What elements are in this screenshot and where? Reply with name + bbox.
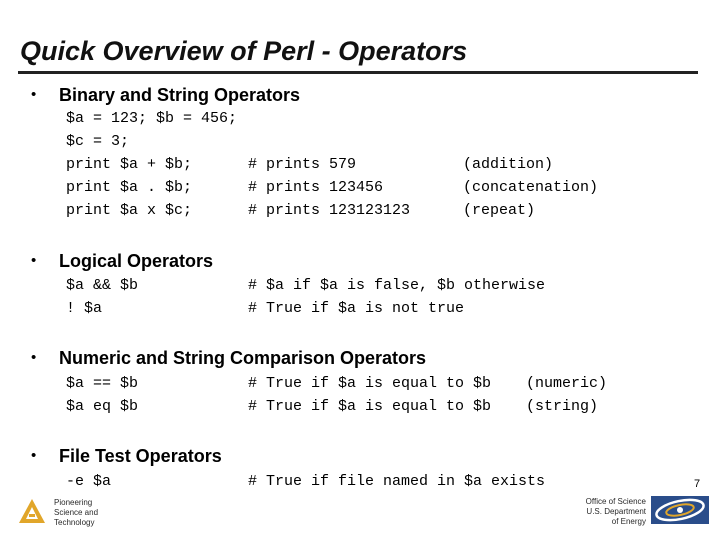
code-comment: # True if $a is not true xyxy=(248,300,465,317)
code-line: print $a x $c; xyxy=(66,202,193,219)
code-line: print $a + $b; xyxy=(66,156,193,173)
code-line: -e $a xyxy=(66,473,112,490)
title-rule xyxy=(18,71,698,74)
code-line: $c = 3; xyxy=(66,133,130,150)
code-comment: # prints 123456 xyxy=(248,179,384,196)
slide-title: Quick Overview of Perl - Operators xyxy=(20,36,468,66)
code-line: ! $a xyxy=(66,300,103,317)
code-comment: # True if $a is equal to $b xyxy=(248,375,492,392)
code-comment: # True if $a is equal to $b xyxy=(248,398,492,415)
code-note: (string) xyxy=(526,398,599,415)
code-note: (addition) xyxy=(463,156,554,173)
code-comment: # prints 579 xyxy=(248,156,357,173)
bullet-4: • xyxy=(31,447,37,464)
office-of-science-logo-icon xyxy=(651,496,709,524)
code-note: (numeric) xyxy=(526,375,608,392)
code-comment: # prints 123123123 xyxy=(248,202,411,219)
footer-right-text: Office of Science U.S. Department of Energy xyxy=(585,497,646,526)
code-line: $a = 123; $b = 456; xyxy=(66,110,238,127)
heading-logical: Logical Operators xyxy=(59,251,214,271)
code-note: (repeat) xyxy=(463,202,536,219)
code-line: print $a . $b; xyxy=(66,179,193,196)
bullet-3: • xyxy=(31,349,37,366)
heading-file-test: File Test Operators xyxy=(59,446,222,466)
code-comment: # True if file named in $a exists xyxy=(248,473,546,490)
heading-binary-string: Binary and String Operators xyxy=(59,85,301,105)
code-line: $a == $b xyxy=(66,375,139,392)
page-number: 7 xyxy=(694,478,701,490)
footer-left-text: Pioneering Science and Technology xyxy=(54,498,99,527)
code-line: $a eq $b xyxy=(66,398,139,415)
code-comment: # $a if $a is false, $b otherwise xyxy=(248,277,546,294)
code-line: $a && $b xyxy=(66,277,139,294)
heading-comparison: Numeric and String Comparison Operators xyxy=(59,348,427,368)
argonne-logo-icon xyxy=(18,498,46,524)
bullet-2: • xyxy=(31,252,37,269)
bullet-1: • xyxy=(31,86,37,103)
code-note: (concatenation) xyxy=(463,179,599,196)
